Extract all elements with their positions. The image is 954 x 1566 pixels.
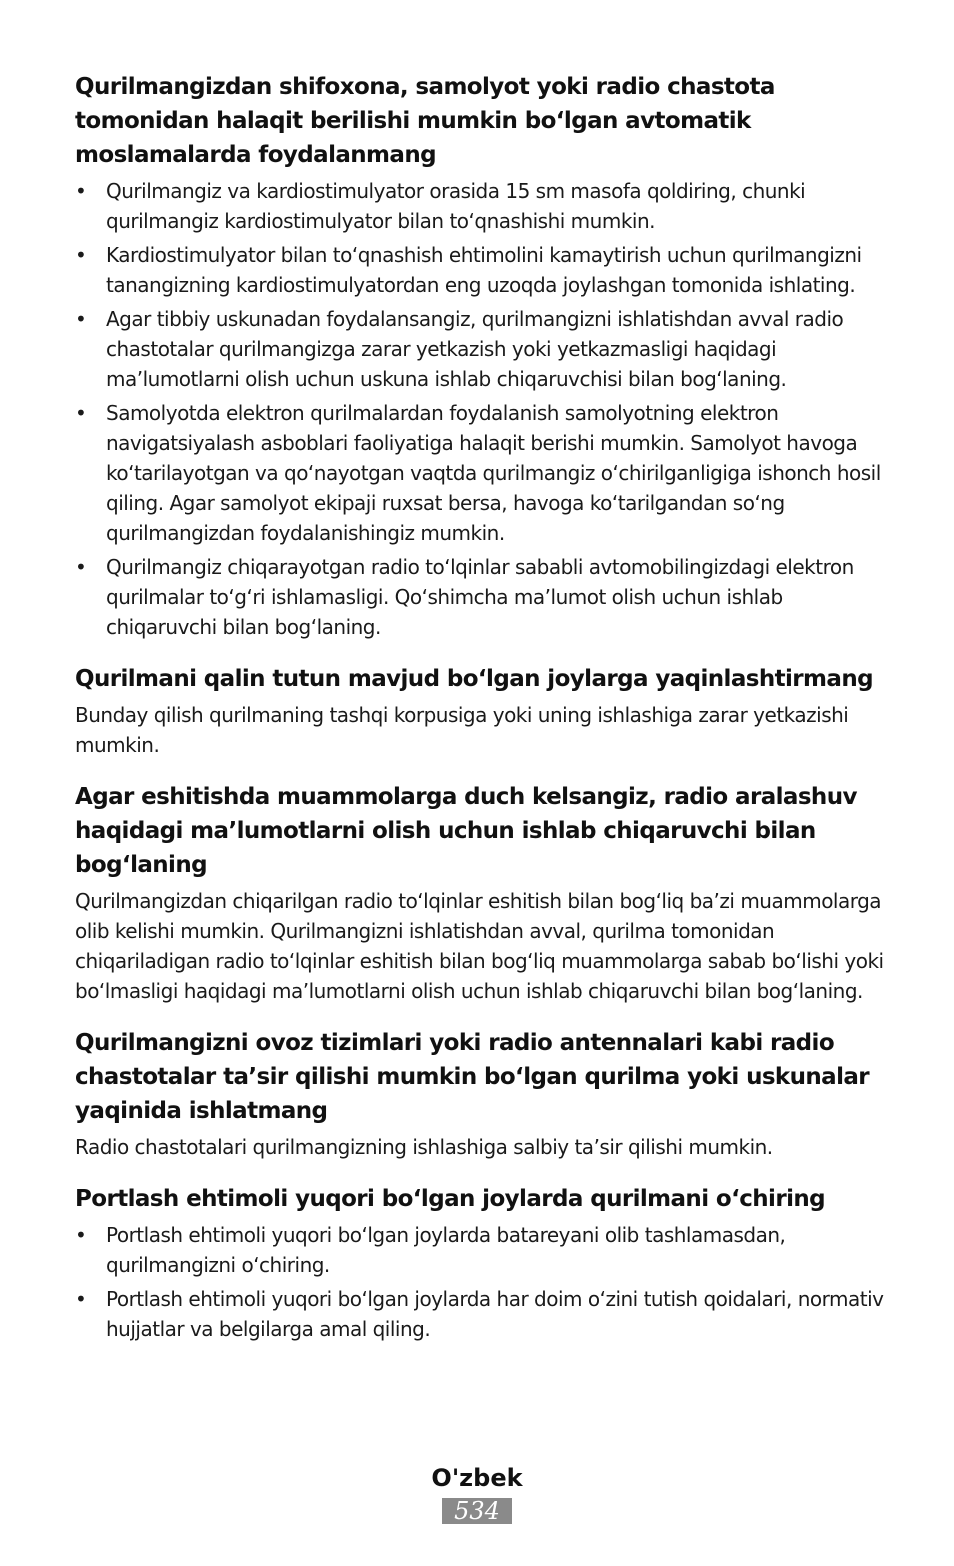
- bullet-marker: •: [75, 1223, 87, 1247]
- bullet-marker: •: [75, 555, 87, 579]
- page-number: 534: [442, 1498, 512, 1524]
- section-heading: Qurilmani qalin tutun mavjud bo‘lgan joylarga yaqinlashtirmang: [75, 666, 873, 692]
- list-item: [75, 552, 885, 642]
- list-item-text: Portlash ehtimoli yuqori bo‘lgan joylarda batareyani olib tashlamasdan, qurilmangizni o‘chiring.: [106, 1223, 786, 1277]
- bullet-marker: •: [75, 1287, 87, 1311]
- list-item-text: Kardiostimulyator bilan to‘qnashish ehtimolini kamaytirish uchun qurilmangizni tanangizning kardiostimulyatordan eng uzoqda joylashgan tomonida ishlating.: [106, 243, 862, 297]
- section-smoke: [75, 662, 885, 760]
- list-item: [75, 1220, 885, 1280]
- section-radio-equipment: [75, 1026, 885, 1162]
- bullet-marker: •: [75, 179, 87, 203]
- bullet-marker: •: [75, 243, 87, 267]
- list-item: [75, 1284, 885, 1344]
- section-heading: Qurilmangizdan shifoxona, samolyot yoki radio chastota tomonidan halaqit berilishi mumkin bo‘lgan avtomatik moslamalarda foydalanmang: [75, 74, 775, 168]
- section-heading: Portlash ehtimoli yuqori bo‘lgan joylarda qurilmani o‘chiring: [75, 1186, 825, 1212]
- list-item-text: Agar tibbiy uskunadan foydalansangiz, qurilmangizni ishlatishdan avval radio chastotalar qurilmangizga zarar yetkazish yoki yetkazmasligi haqidagi ma’lumotlarni olish uchun uskuna ishlab chiqaruvchisi bilan bog‘laning.: [106, 307, 844, 391]
- section-paragraph: Qurilmangizdan chiqarilgan radio to‘lqinlar eshitish bilan bog‘liq ba’zi muammolarga olib kelishi mumkin. Qurilmangizni ishlatishdan avval, qurilma tomonidan chiqariladigan radio to‘lqinlar eshitish bilan bog‘liq muammolarga sabab bo‘lishi yoki bo‘lmasligi haqidagi ma’lumotlarni olish uchun ishlab chiqaruvchi bilan bog‘laning.: [75, 889, 884, 1003]
- list-item-text: Samolyotda elektron qurilmalardan foydalanish samolyotning elektron navigatsiyalash asboblari faoliyatiga halaqit berishi mumkin. Samolyot havoga ko‘tarilayotgan va qo‘nayotgan vaqtda qurilmangiz o‘chirilganligiga ishonch hosil qiling. Agar samolyot ekipaji ruxsat bersa, havoga ko‘tarilgandan so‘ng qurilmangizdan foydalanishingiz mumkin.: [106, 401, 881, 545]
- bullet-marker: •: [75, 401, 87, 425]
- list-item: [75, 304, 885, 394]
- list-item: [75, 176, 885, 236]
- bullet-list: [75, 176, 885, 642]
- section-paragraph: Radio chastotalari qurilmangizning ishlashiga salbiy ta’sir qilishi mumkin.: [75, 1135, 773, 1159]
- footer-language: O'zbek: [431, 1464, 523, 1492]
- section-automatic-devices: [75, 70, 885, 642]
- list-item-text: Qurilmangiz chiqarayotgan radio to‘lqinlar sababli avtomobilingizdagi elektron qurilmalar to‘g‘ri ishlamasligi. Qo‘shimcha ma’lumot olish uchun ishlab chiqaruvchi bilan bog‘laning.: [106, 555, 854, 639]
- section-heading: Agar eshitishda muammolarga duch kelsangiz, radio aralashuv haqidagi ma’lumotlarni olish uchun ishlab chiqaruvchi bilan bog‘laning: [75, 784, 857, 878]
- list-item: [75, 398, 885, 548]
- page-number-wrapper: [0, 1498, 954, 1524]
- section-paragraph: Bunday qilish qurilmaning tashqi korpusiga yoki uning ishlashiga zarar yetkazishi mumkin.: [75, 703, 849, 757]
- section-explosive-areas: [75, 1182, 885, 1344]
- list-item-text: Portlash ehtimoli yuqori bo‘lgan joylarda har doim o‘zini tutish qoidalari, normativ hujjatlar va belgilarga amal qiling.: [106, 1287, 884, 1341]
- section-hearing: [75, 780, 885, 1006]
- page-footer: [0, 1460, 954, 1524]
- bullet-marker: •: [75, 307, 87, 331]
- bullet-list: [75, 1220, 885, 1344]
- list-item-text: Qurilmangiz va kardiostimulyator orasida 15 sm masofa qoldiring, chunki qurilmangiz kardiostimulyator bilan to‘qnashishi mumkin.: [106, 179, 806, 233]
- section-heading: Qurilmangizni ovoz tizimlari yoki radio antennalari kabi radio chastotalar ta’sir qilishi mumkin bo‘lgan qurilma yoki uskunalar yaqinida ishlatmang: [75, 1030, 870, 1124]
- document-body: [75, 70, 885, 1364]
- list-item: [75, 240, 885, 300]
